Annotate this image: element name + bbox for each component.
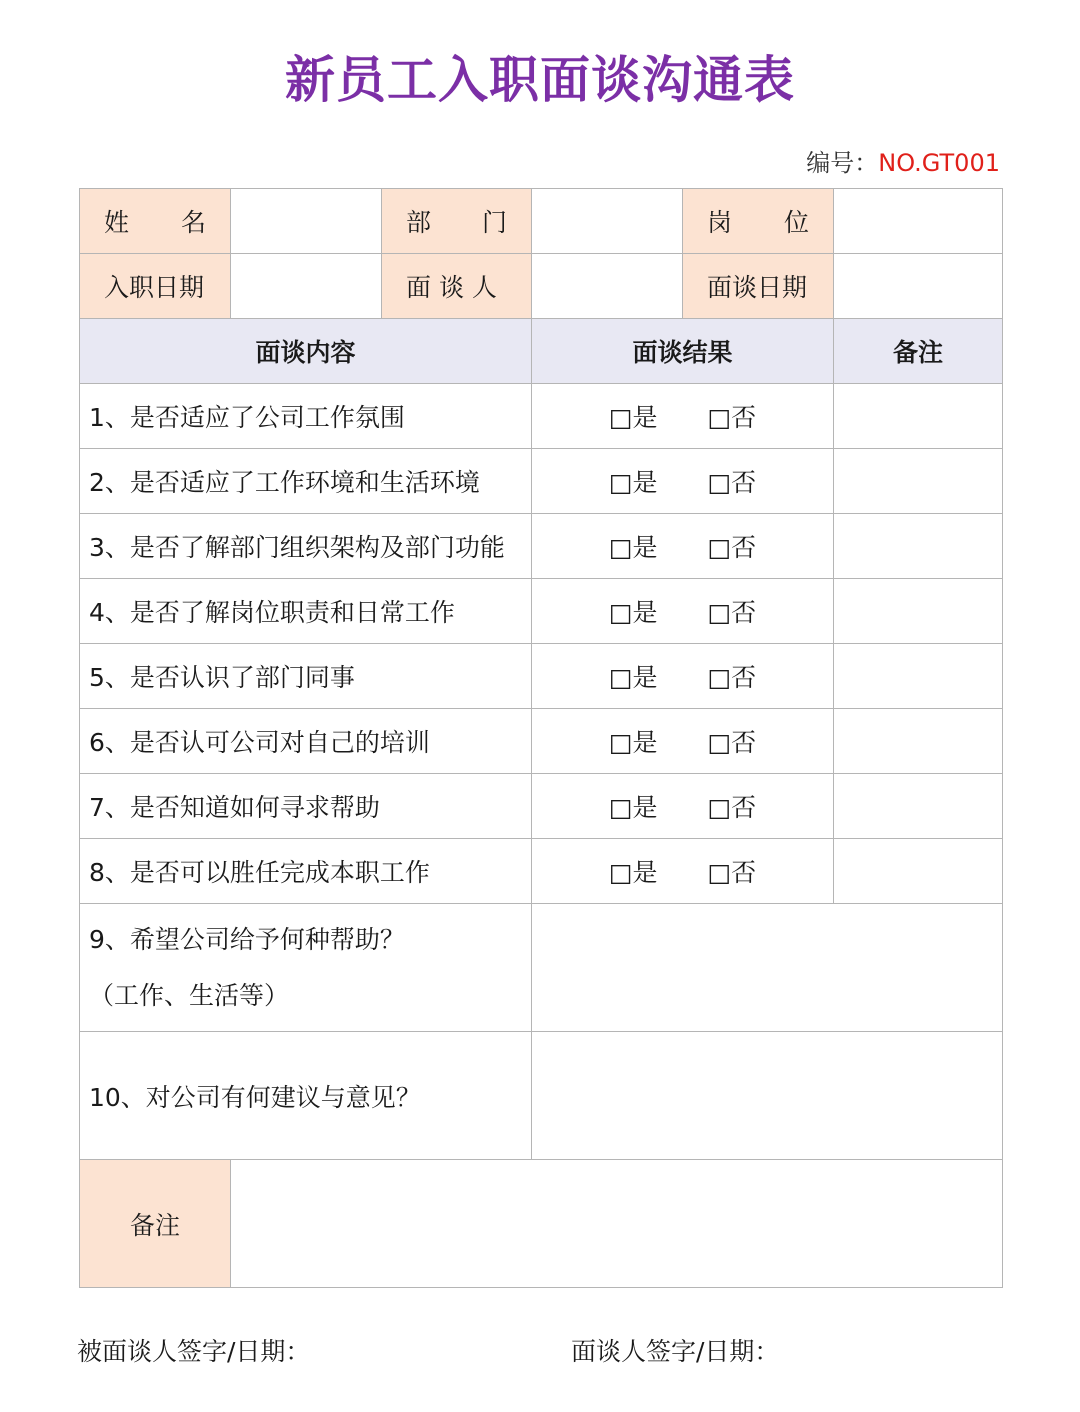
no-checkbox[interactable]: □否: [707, 663, 757, 692]
interview-date-field[interactable]: [834, 254, 1003, 319]
question-text: 8、是否可以胜任完成本职工作: [80, 839, 532, 904]
question-9-line-1: 9、希望公司给予何种帮助？: [89, 924, 405, 954]
no-checkbox[interactable]: □否: [707, 858, 757, 887]
form-code: [806, 143, 1000, 178]
note-field[interactable]: [834, 579, 1003, 644]
no-checkbox[interactable]: □否: [707, 533, 757, 562]
yes-checkbox[interactable]: □是: [608, 793, 658, 822]
join-date-label: 入职日期: [80, 254, 231, 319]
yes-checkbox[interactable]: □是: [608, 403, 658, 432]
note-field[interactable]: [834, 384, 1003, 449]
question-row: [80, 514, 1003, 579]
question-row: [80, 709, 1003, 774]
note-field[interactable]: [834, 449, 1003, 514]
question-9-line-2: （工作、生活等）: [89, 980, 290, 1010]
page-title: 新员工入职面谈沟通表: [285, 51, 795, 109]
remark-label: 备注: [80, 1160, 231, 1288]
header-result: 面谈结果: [532, 319, 834, 384]
question-text: 3、是否了解部门组织架构及部门功能: [80, 514, 532, 579]
interview-form-table: [79, 188, 1003, 1288]
question-row: [80, 839, 1003, 904]
result-options: [532, 774, 834, 839]
header-note: 备注: [834, 319, 1003, 384]
info-row-1: [80, 189, 1003, 254]
code-label: 编号：: [806, 149, 879, 177]
remark-field[interactable]: [231, 1160, 1003, 1288]
question-row: [80, 644, 1003, 709]
result-options: [532, 709, 834, 774]
result-options: [532, 514, 834, 579]
yes-checkbox[interactable]: □是: [608, 533, 658, 562]
question-row: [80, 579, 1003, 644]
yes-checkbox[interactable]: □是: [608, 468, 658, 497]
question-9-answer-field[interactable]: [532, 904, 1003, 1032]
result-options: [532, 384, 834, 449]
no-checkbox[interactable]: □否: [707, 403, 757, 432]
question-text: 2、是否适应了工作环境和生活环境: [80, 449, 532, 514]
note-field[interactable]: [834, 709, 1003, 774]
no-checkbox[interactable]: □否: [707, 598, 757, 627]
yes-checkbox[interactable]: □是: [608, 663, 658, 692]
question-10-row: [80, 1032, 1003, 1160]
question-text: 1、是否适应了公司工作氛围: [80, 384, 532, 449]
question-row: [80, 384, 1003, 449]
info-row-2: [80, 254, 1003, 319]
yes-checkbox[interactable]: □是: [608, 858, 658, 887]
name-field[interactable]: [231, 189, 382, 254]
question-10-text: 10、对公司有何建议与意见？: [80, 1032, 532, 1160]
signature-area: [77, 1332, 1007, 1368]
question-text: 7、是否知道如何寻求帮助: [80, 774, 532, 839]
note-field[interactable]: [834, 774, 1003, 839]
note-field[interactable]: [834, 644, 1003, 709]
result-options: [532, 449, 834, 514]
question-text: 6、是否认可公司对自己的培训: [80, 709, 532, 774]
interviewer-signature-label: 面谈人签字/日期：: [571, 1337, 780, 1366]
section-header-row: [80, 319, 1003, 384]
header-content: 面谈内容: [80, 319, 532, 384]
note-field[interactable]: [834, 839, 1003, 904]
name-label: 姓 名: [80, 189, 231, 254]
no-checkbox[interactable]: □否: [707, 793, 757, 822]
join-date-field[interactable]: [231, 254, 382, 319]
result-options: [532, 644, 834, 709]
result-options: [532, 839, 834, 904]
interviewer-label: 面 谈 人: [382, 254, 532, 319]
code-value: NO.GT001: [878, 149, 1000, 177]
question-row: [80, 774, 1003, 839]
remark-row: [80, 1160, 1003, 1288]
note-field[interactable]: [834, 514, 1003, 579]
question-9-text: [80, 904, 532, 1032]
result-options: [532, 579, 834, 644]
question-text: 5、是否认识了部门同事: [80, 644, 532, 709]
yes-checkbox[interactable]: □是: [608, 728, 658, 757]
position-label: 岗 位: [683, 189, 834, 254]
yes-checkbox[interactable]: □是: [608, 598, 658, 627]
question-10-answer-field[interactable]: [532, 1032, 1003, 1160]
no-checkbox[interactable]: □否: [707, 728, 757, 757]
interviewee-signature-label: 被面谈人签字/日期：: [77, 1337, 311, 1366]
question-9-row: [80, 904, 1003, 1032]
position-field[interactable]: [834, 189, 1003, 254]
department-field[interactable]: [532, 189, 683, 254]
question-row: [80, 449, 1003, 514]
no-checkbox[interactable]: □否: [707, 468, 757, 497]
interview-date-label: 面谈日期: [683, 254, 834, 319]
department-label: 部 门: [382, 189, 532, 254]
interviewer-field[interactable]: [532, 254, 683, 319]
question-text: 4、是否了解岗位职责和日常工作: [80, 579, 532, 644]
